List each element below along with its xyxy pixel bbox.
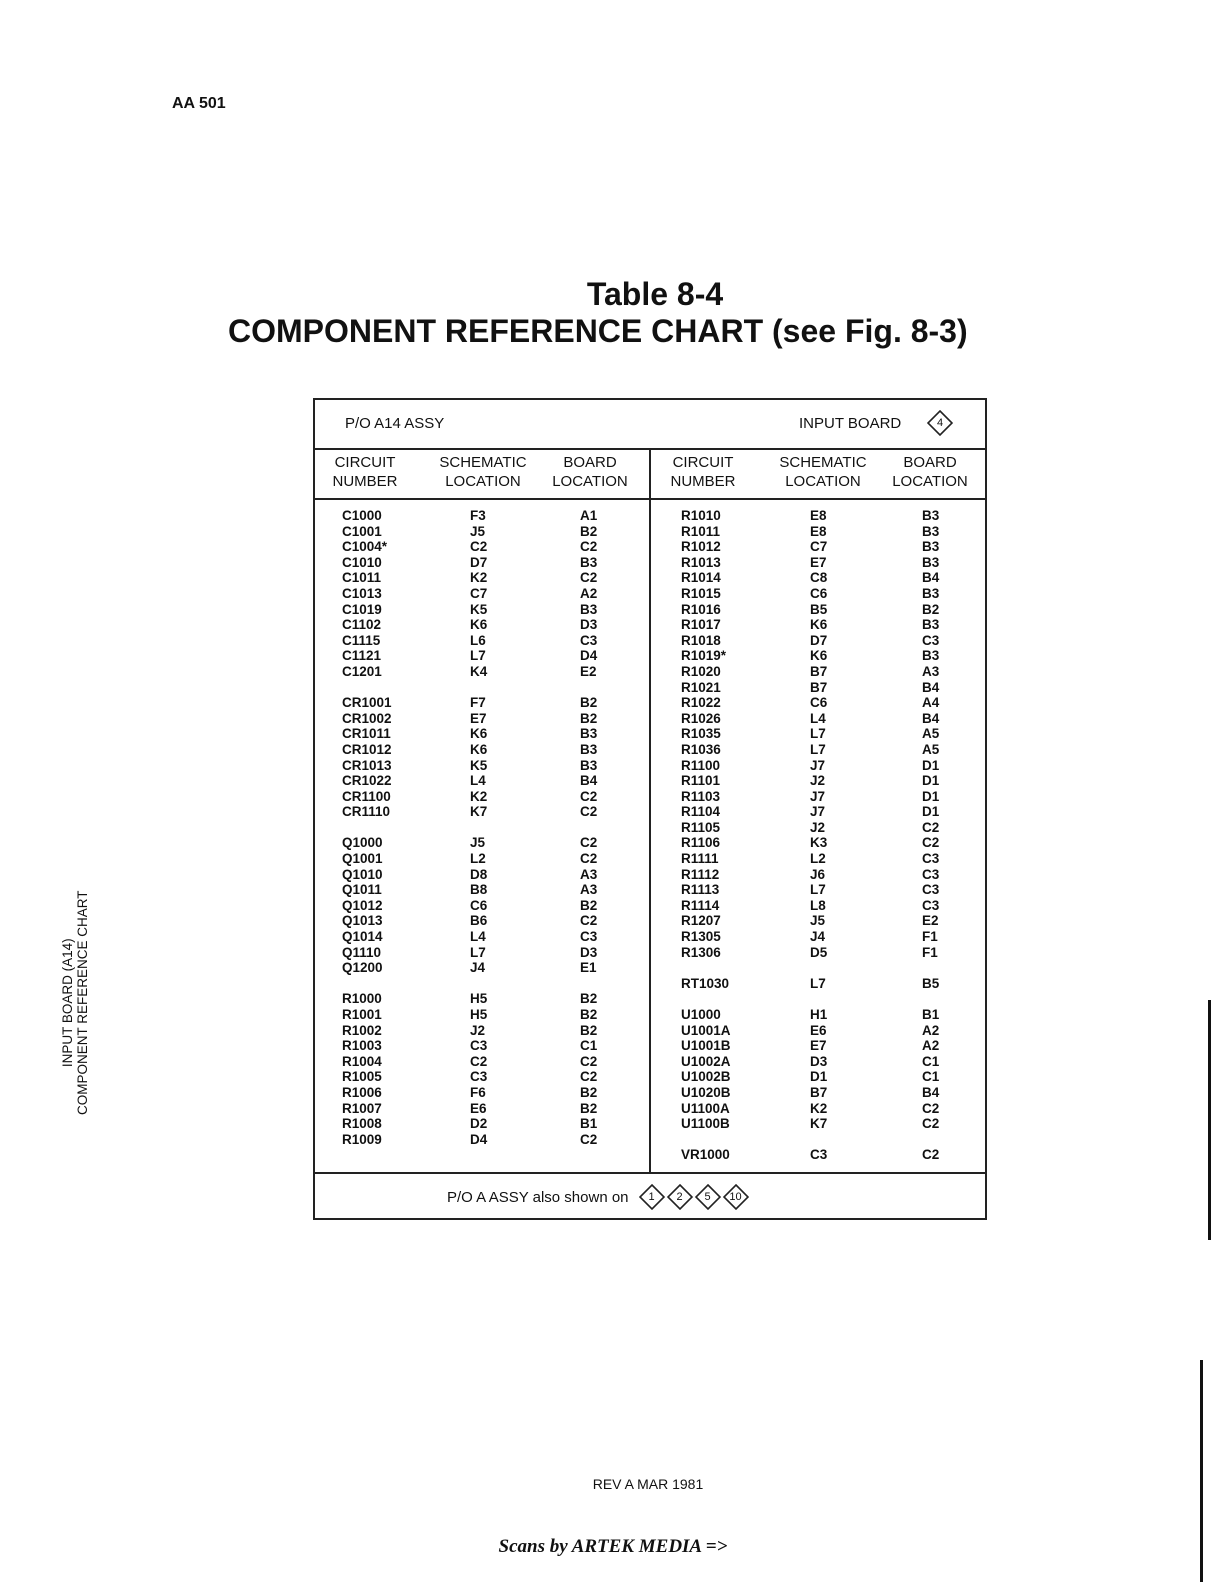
- circuit-number: R1106: [681, 835, 721, 851]
- board-location: A4: [922, 695, 940, 711]
- board-name-label: INPUT BOARD: [799, 415, 902, 432]
- circuit-number: R1006: [342, 1084, 382, 1100]
- schematic-location: H1: [810, 1007, 828, 1022]
- group-spacer: [922, 991, 939, 1007]
- circuit-number: Q1110: [342, 944, 382, 960]
- circuit-number: R1016: [681, 601, 721, 617]
- side-label-line2: COMPONENT REFERENCE CHART: [75, 890, 90, 1115]
- board-location: C2: [580, 1131, 598, 1147]
- schematic-location: C7: [810, 539, 828, 555]
- board-location: C1: [580, 1038, 598, 1054]
- schematic-location: B8: [470, 882, 488, 898]
- left-circuit-column: [342, 508, 392, 1147]
- circuit-number: R1022: [681, 695, 721, 711]
- component-reference-chart: [313, 398, 987, 1220]
- board-location: C3: [580, 632, 598, 648]
- board-location: C3: [580, 929, 598, 945]
- schematic-location: C2: [470, 539, 488, 555]
- schematic-location: J5: [810, 913, 826, 929]
- right-schematic-column: [810, 508, 827, 1163]
- circuit-number: R1011: [681, 523, 721, 539]
- schematic-location: E7: [810, 554, 827, 570]
- board-location: B3: [580, 601, 598, 617]
- board-location: B2: [580, 710, 598, 726]
- schematic-location: D7: [810, 632, 828, 648]
- circuit-number: U1000: [681, 1007, 721, 1022]
- circuit-number: R1009: [342, 1131, 382, 1147]
- schematic-location: L7: [810, 975, 826, 991]
- circuit-number: R1017: [681, 617, 721, 633]
- board-location: B4: [922, 1084, 940, 1100]
- schematic-location: C3: [810, 1147, 828, 1163]
- circuit-number: R1007: [342, 1100, 382, 1116]
- schematic-location: L7: [810, 741, 826, 757]
- schematic-location: B5: [810, 601, 828, 617]
- board-location: E2: [580, 663, 597, 679]
- board-location: C2: [922, 835, 940, 851]
- circuit-number: R1103: [681, 788, 721, 804]
- group-spacer: [810, 960, 827, 976]
- board-location: A2: [922, 1022, 940, 1038]
- schematic-location: E6: [810, 1022, 827, 1038]
- circuit-number: CR1011: [342, 726, 391, 742]
- schematic-location: D7: [470, 554, 488, 570]
- board-location: B2: [922, 601, 940, 617]
- group-spacer: [470, 820, 487, 836]
- board-location: C3: [922, 851, 940, 867]
- board-location: B2: [580, 695, 598, 711]
- figure-badge: [667, 1184, 693, 1210]
- schematic-location: L4: [810, 710, 826, 726]
- circuit-number: R1012: [681, 539, 721, 555]
- circuit-number: C1115: [342, 632, 381, 648]
- board-location: B5: [922, 975, 940, 991]
- circuit-number: U1001B: [681, 1038, 731, 1054]
- circuit-number: U1002B: [681, 1069, 731, 1085]
- schematic-location: D8: [470, 866, 488, 882]
- circuit-number: CR1110: [342, 804, 391, 820]
- center-divider: [649, 450, 651, 1172]
- board-location: A5: [922, 741, 940, 757]
- board-location: B4: [922, 570, 940, 586]
- figure-badge-number: 2: [676, 1191, 683, 1203]
- schematic-location: J7: [810, 757, 826, 773]
- group-spacer: [580, 976, 597, 992]
- schematic-location: C6: [810, 585, 828, 601]
- circuit-number: CR1013: [342, 757, 392, 773]
- circuit-number: R1015: [681, 585, 721, 601]
- board-location: C2: [922, 1116, 940, 1132]
- right-col-board-header: BOARD LOCATION: [892, 454, 968, 490]
- schematic-location: D3: [810, 1053, 828, 1069]
- circuit-number: R1000: [342, 991, 382, 1007]
- schematic-location: H5: [470, 1007, 488, 1022]
- scan-edge-mark: [1208, 1000, 1211, 1240]
- circuit-number: R1021: [681, 679, 721, 695]
- schematic-location: K3: [810, 835, 828, 851]
- circuit-number: VR1000: [681, 1147, 730, 1163]
- circuit-number: R1014: [681, 570, 721, 586]
- circuit-number: R1104: [681, 804, 721, 820]
- circuit-number: R1113: [681, 882, 720, 898]
- circuit-number: R1026: [681, 710, 721, 726]
- schematic-location: C3: [470, 1038, 488, 1054]
- scan-edge-mark: [1200, 1360, 1203, 1582]
- board-location: B1: [922, 1007, 940, 1022]
- board-location: B2: [580, 1100, 598, 1116]
- circuit-number: R1305: [681, 929, 721, 945]
- group-spacer: [470, 680, 487, 696]
- schematic-location: K6: [470, 617, 488, 633]
- schematic-location: L7: [470, 648, 486, 664]
- right-col-circuit-header: CIRCUIT NUMBER: [670, 454, 736, 490]
- board-location: C2: [580, 539, 598, 555]
- schematic-location: J4: [810, 929, 826, 945]
- schematic-location: K2: [470, 570, 488, 586]
- circuit-number: C1013: [342, 585, 382, 601]
- board-badge: [927, 410, 953, 436]
- group-spacer: [810, 991, 827, 1007]
- board-location: B2: [580, 991, 598, 1007]
- schematic-location: C6: [470, 897, 488, 913]
- group-spacer: [342, 820, 392, 836]
- board-location: B3: [922, 523, 940, 539]
- board-location: C3: [922, 897, 940, 913]
- board-location: D1: [922, 757, 940, 773]
- board-location: B3: [922, 585, 940, 601]
- figure-badge-number: 10: [729, 1191, 742, 1203]
- circuit-number: R1111: [681, 851, 719, 867]
- board-location: B4: [922, 679, 940, 695]
- circuit-number: R1010: [681, 508, 721, 523]
- board-location: C3: [922, 866, 940, 882]
- circuit-number: R1105: [681, 819, 721, 835]
- board-location: B2: [580, 1084, 598, 1100]
- schematic-location: D5: [810, 944, 828, 960]
- circuit-number: R1003: [342, 1038, 382, 1054]
- group-spacer: [470, 976, 487, 992]
- board-location: B3: [922, 554, 940, 570]
- schematic-location: B7: [810, 679, 828, 695]
- board-location: C2: [580, 835, 598, 851]
- circuit-number: C1201: [342, 663, 382, 679]
- group-spacer: [922, 1132, 939, 1148]
- schematic-location: L7: [810, 882, 826, 898]
- group-spacer: [922, 960, 939, 976]
- board-location: C2: [580, 851, 598, 867]
- schematic-location: B6: [470, 913, 488, 929]
- schematic-location: C3: [470, 1069, 488, 1085]
- circuit-number: C1010: [342, 554, 382, 570]
- circuit-number: C1004*: [342, 539, 388, 555]
- board-location: C2: [922, 1147, 940, 1163]
- right-circuit-column: [681, 508, 731, 1163]
- board-location: D4: [580, 648, 598, 664]
- circuit-number: R1207: [681, 913, 721, 929]
- schematic-location: K2: [470, 788, 488, 804]
- board-location: A2: [580, 585, 598, 601]
- circuit-number: U1100B: [681, 1116, 730, 1132]
- circuit-number: Q1010: [342, 866, 383, 882]
- footer-divider: [315, 1172, 985, 1174]
- schematic-location: L7: [810, 726, 826, 742]
- footer-badges: [639, 1184, 749, 1210]
- group-spacer: [580, 680, 597, 696]
- circuit-number: C1011: [342, 570, 382, 586]
- schematic-location: J7: [810, 804, 826, 820]
- assy-footer-text: P/O A ASSY also shown on: [447, 1188, 629, 1206]
- schematic-location: K7: [810, 1116, 828, 1132]
- board-location: A3: [580, 882, 598, 898]
- board-location: C3: [922, 882, 940, 898]
- circuit-number: Q1200: [342, 960, 383, 976]
- board-location: C2: [580, 913, 598, 929]
- schematic-location: C8: [810, 570, 828, 586]
- schematic-location: J7: [810, 788, 826, 804]
- revision-label: REV A MAR 1981: [592, 1476, 704, 1492]
- circuit-number: Q1012: [342, 897, 383, 913]
- board-location: D3: [580, 944, 598, 960]
- board-location: E2: [922, 913, 939, 929]
- assy-footer: [447, 1184, 749, 1210]
- board-location: B2: [580, 1022, 598, 1038]
- board-location: E1: [580, 960, 597, 976]
- board-location: C2: [922, 819, 940, 835]
- board-location: C2: [580, 1069, 598, 1085]
- schematic-location: K4: [470, 663, 488, 679]
- schematic-location: E7: [810, 1038, 827, 1054]
- schematic-location: K6: [470, 726, 488, 742]
- schematic-location: E6: [470, 1100, 487, 1116]
- board-location: B3: [922, 648, 940, 664]
- figure-badge: [723, 1184, 749, 1210]
- board-location: C2: [580, 1053, 598, 1069]
- circuit-number: R1100: [681, 757, 721, 773]
- schematic-location: K5: [470, 757, 488, 773]
- board-location: B2: [580, 1007, 598, 1022]
- circuit-number: R1020: [681, 663, 721, 679]
- schematic-location: L2: [470, 851, 486, 867]
- schematic-location: L2: [810, 851, 826, 867]
- right-board-column: [922, 508, 939, 1163]
- assembly-label: P/O A14 ASSY: [345, 415, 445, 432]
- side-label-line1: INPUT BOARD (A14): [60, 938, 75, 1068]
- table-title: COMPONENT REFERENCE CHART (see Fig. 8-3): [228, 313, 968, 349]
- schematic-location: K6: [810, 617, 828, 633]
- schematic-location: L6: [470, 632, 486, 648]
- circuit-number: Q1000: [342, 835, 383, 851]
- circuit-number: C1102: [342, 617, 382, 633]
- group-spacer: [342, 680, 392, 696]
- circuit-number: R1001: [342, 1007, 382, 1022]
- circuit-number: Q1013: [342, 913, 383, 929]
- board-location: B3: [580, 757, 598, 773]
- circuit-number: R1035: [681, 726, 721, 742]
- board-location: B3: [922, 508, 940, 523]
- circuit-number: C1000: [342, 508, 382, 523]
- left-col-circuit-header: CIRCUIT NUMBER: [332, 454, 398, 490]
- schematic-location: L4: [470, 929, 486, 945]
- group-spacer: [342, 976, 392, 992]
- schematic-location: C6: [810, 695, 828, 711]
- schematic-location: J4: [470, 960, 486, 976]
- schematic-location: D4: [470, 1131, 488, 1147]
- circuit-number: R1112: [681, 866, 720, 882]
- schematic-location: L4: [470, 773, 486, 789]
- board-location: C2: [580, 788, 598, 804]
- figure-badge: [639, 1184, 665, 1210]
- side-label: [60, 890, 90, 1115]
- board-location: D1: [922, 773, 940, 789]
- circuit-number: C1019: [342, 601, 382, 617]
- circuit-number: R1018: [681, 632, 721, 648]
- schematic-location: K5: [470, 601, 488, 617]
- board-location: C2: [580, 804, 598, 820]
- board-badge-number: 4: [936, 417, 944, 429]
- circuit-number: CR1001: [342, 695, 392, 711]
- schematic-location: L8: [810, 897, 826, 913]
- schematic-location: K7: [470, 804, 488, 820]
- board-location: F1: [922, 944, 938, 960]
- schematic-location: C7: [470, 585, 488, 601]
- circuit-number: R1002: [342, 1022, 382, 1038]
- schematic-location: H5: [470, 991, 488, 1007]
- right-col-schematic-header: SCHEMATIC LOCATION: [779, 454, 867, 490]
- circuit-number: R1306: [681, 944, 721, 960]
- circuit-number: U1002A: [681, 1053, 731, 1069]
- figure-badge: [695, 1184, 721, 1210]
- schematic-location: E7: [470, 710, 487, 726]
- group-spacer: [580, 820, 597, 836]
- circuit-number: R1036: [681, 741, 721, 757]
- board-location: C1: [922, 1069, 940, 1085]
- circuit-number: CR1022: [342, 773, 392, 789]
- board-location: C1: [922, 1053, 940, 1069]
- group-spacer: [681, 960, 731, 976]
- circuit-number: RT1030: [681, 975, 730, 991]
- board-location: B4: [922, 710, 940, 726]
- board-location: B4: [580, 773, 598, 789]
- schematic-location: J2: [470, 1022, 486, 1038]
- scan-credit: Scans by ARTEK MEDIA =>: [498, 1536, 728, 1557]
- board-location: B3: [580, 741, 598, 757]
- circuit-number: C1121: [342, 648, 382, 664]
- left-schematic-column: [470, 508, 487, 1147]
- document-id: AA 501: [172, 95, 226, 112]
- circuit-number: R1005: [342, 1069, 382, 1085]
- left-col-schematic-header: SCHEMATIC LOCATION: [439, 454, 527, 490]
- schematic-location: E8: [810, 508, 827, 523]
- circuit-number: CR1012: [342, 741, 392, 757]
- table-number: Table 8-4: [586, 276, 724, 312]
- left-board-column: [580, 508, 597, 1147]
- board-location: A3: [580, 866, 598, 882]
- schematic-location: B7: [810, 663, 828, 679]
- schematic-location: K2: [810, 1100, 828, 1116]
- schematic-location: F7: [470, 695, 486, 711]
- circuit-number: R1013: [681, 554, 721, 570]
- circuit-number: R1019*: [681, 648, 727, 664]
- schematic-location: D1: [810, 1069, 828, 1085]
- circuit-number: R1101: [681, 773, 721, 789]
- schematic-location: B7: [810, 1084, 828, 1100]
- circuit-number: CR1002: [342, 710, 392, 726]
- figure-badge-number: 1: [648, 1191, 655, 1203]
- board-location: B2: [580, 897, 598, 913]
- schematic-location: F3: [470, 508, 486, 523]
- board-location: A3: [922, 663, 940, 679]
- schematic-location: C2: [470, 1053, 488, 1069]
- schematic-location: E8: [810, 523, 827, 539]
- board-location: B3: [922, 617, 940, 633]
- schematic-location: K6: [470, 741, 488, 757]
- circuit-number: Q1011: [342, 882, 382, 898]
- board-location: B3: [580, 726, 598, 742]
- group-spacer: [681, 991, 731, 1007]
- circuit-number: R1114: [681, 897, 720, 913]
- schematic-location: J2: [810, 773, 826, 789]
- board-location: D1: [922, 788, 940, 804]
- board-location: A1: [580, 508, 598, 523]
- board-location: A2: [922, 1038, 940, 1054]
- board-location: C2: [922, 1100, 940, 1116]
- board-location: C2: [580, 570, 598, 586]
- circuit-number: R1004: [342, 1053, 382, 1069]
- board-location: B3: [922, 539, 940, 555]
- schematic-location: F6: [470, 1084, 486, 1100]
- circuit-number: CR1100: [342, 788, 391, 804]
- board-location: C3: [922, 632, 940, 648]
- board-location: D3: [580, 617, 598, 633]
- schematic-location: J5: [470, 835, 486, 851]
- board-location: B3: [580, 554, 598, 570]
- circuit-number: R1008: [342, 1116, 382, 1132]
- schematic-location: K6: [810, 648, 828, 664]
- schematic-location: J5: [470, 523, 486, 539]
- circuit-number: U1020B: [681, 1084, 731, 1100]
- circuit-number: C1001: [342, 523, 382, 539]
- board-location: B2: [580, 523, 598, 539]
- figure-badge-number: 5: [704, 1191, 711, 1203]
- board-location: D1: [922, 804, 940, 820]
- board-location: A5: [922, 726, 940, 742]
- circuit-number: Q1014: [342, 929, 383, 945]
- schematic-location: L7: [470, 944, 486, 960]
- group-spacer: [810, 1132, 827, 1148]
- group-spacer: [681, 1132, 731, 1148]
- board-location: F1: [922, 929, 938, 945]
- circuit-number: U1001A: [681, 1022, 731, 1038]
- schematic-location: D2: [470, 1116, 488, 1132]
- circuit-number: Q1001: [342, 851, 383, 867]
- board-location: B1: [580, 1116, 598, 1132]
- circuit-number: U1100A: [681, 1100, 730, 1116]
- schematic-location: J6: [810, 866, 826, 882]
- left-col-board-header: BOARD LOCATION: [552, 454, 628, 490]
- schematic-location: J2: [810, 819, 826, 835]
